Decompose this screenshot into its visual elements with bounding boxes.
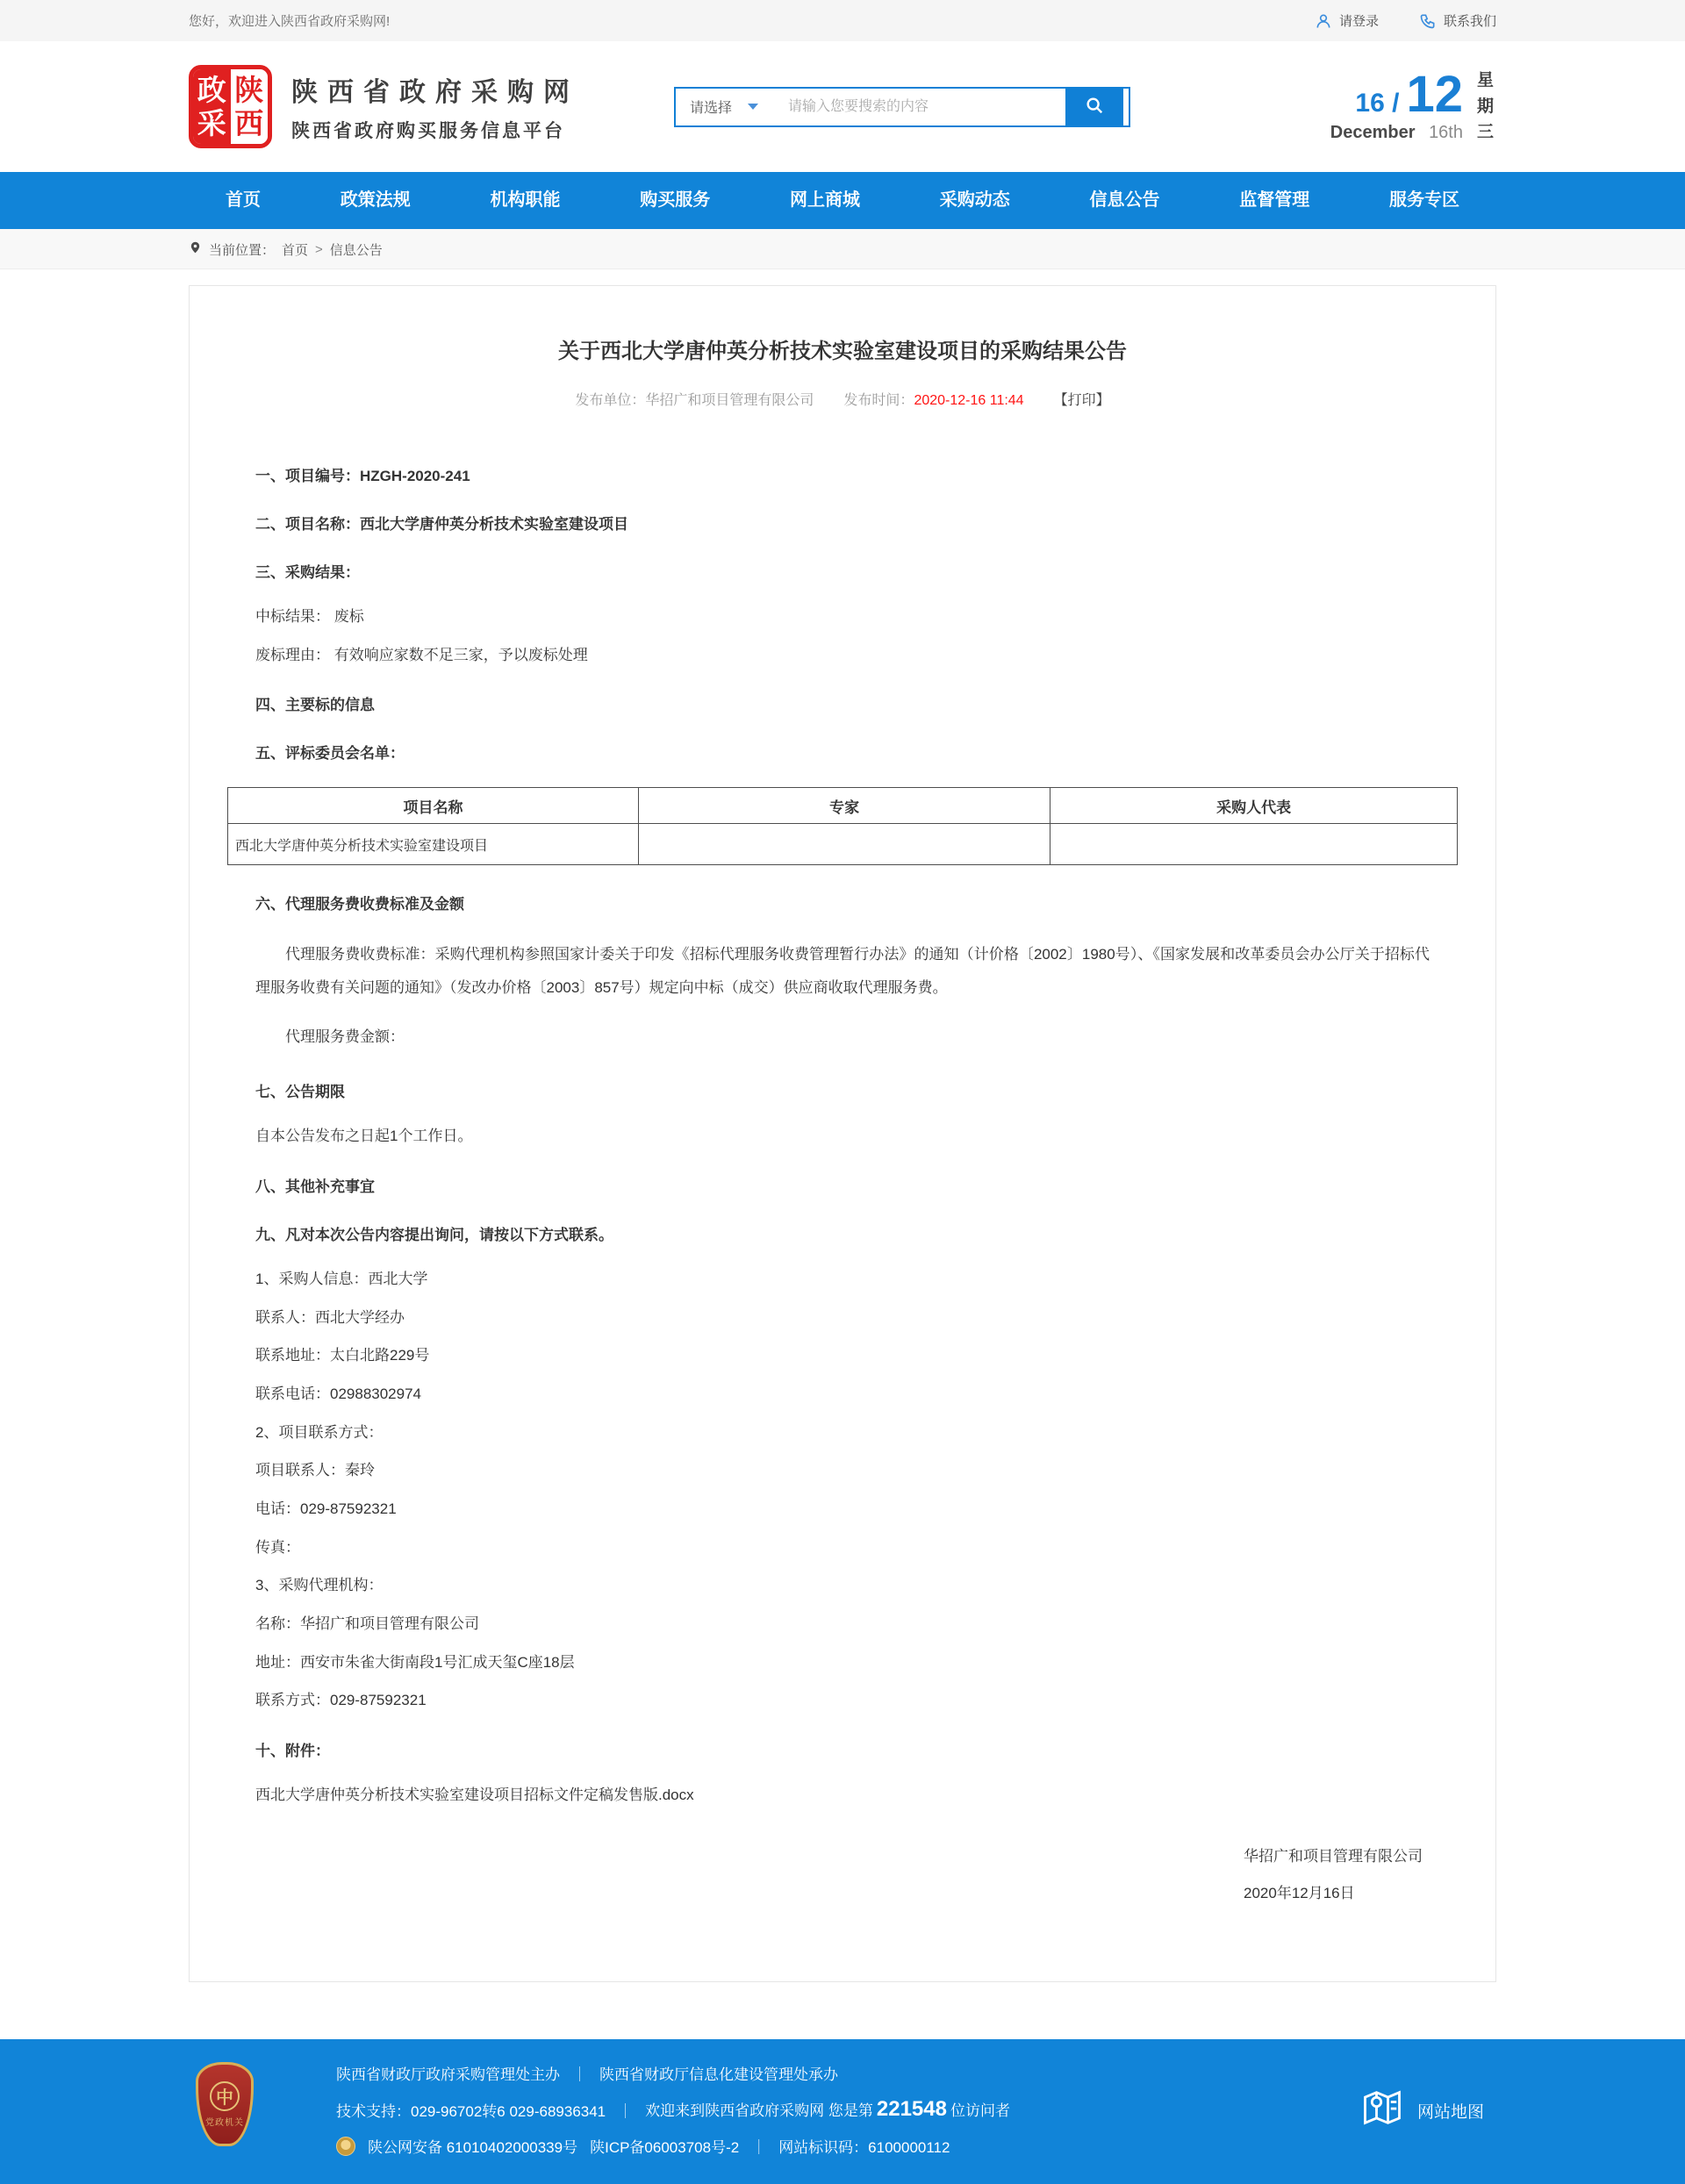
- table-header-row: [228, 788, 1458, 824]
- footer-security-record[interactable]: 陕公网安备 61010402000339号: [368, 2139, 578, 2157]
- article-meta: [255, 389, 1430, 409]
- chevron-down-icon: [748, 104, 758, 110]
- site-title: 陕西省政府采购网: [291, 78, 579, 107]
- publish-time-value: 2020-12-16 11:44: [914, 393, 1024, 408]
- site-footer: [0, 2039, 1685, 2184]
- footer-separator: ｜: [618, 2102, 634, 2120]
- body-line-agency-address: 地址：西安市朱雀大街南段1号汇成天玺C座18层: [255, 1653, 575, 1671]
- body-line-period: 自本公告发布之日起1个工作日。: [255, 1128, 473, 1145]
- search-select-label: 请选择: [690, 101, 733, 116]
- badge-emblem: 中: [210, 2081, 240, 2111]
- footer-separator: ｜: [751, 2139, 767, 2157]
- nav-item-policies[interactable]: 政策法规: [340, 190, 411, 210]
- search-button[interactable]: [1065, 89, 1123, 125]
- breadcrumb: [0, 229, 1685, 269]
- user-icon: [1315, 12, 1332, 30]
- welcome-text: 您好，欢迎进入陕西省政府采购网!: [189, 14, 391, 29]
- cell-project-name: 西北大学唐仲英分析技术实验室建设项目: [228, 824, 639, 865]
- footer-visitor-text: 欢迎来到陕西省政府采购网 您是第 221548 位访问者: [645, 2097, 1010, 2122]
- nav-item-purchase-services[interactable]: 购买服务: [640, 190, 711, 210]
- date-weekday: 星期三: [1477, 71, 1495, 142]
- main-content: [0, 285, 1685, 1982]
- publish-time-label: 发布时间：: [843, 393, 914, 408]
- body-line-project-contact-person: 项目联系人：秦玲: [255, 1462, 375, 1479]
- section-heading-result: 三、采购结果：: [255, 564, 360, 581]
- breadcrumb-separator: >: [315, 241, 323, 257]
- government-badge-icon: [196, 2062, 254, 2146]
- print-button[interactable]: 【打印】: [1053, 393, 1110, 408]
- nav-item-functions[interactable]: 机构职能: [490, 190, 561, 210]
- cell-purchaser-rep: [1050, 824, 1458, 865]
- location-pin-icon: [189, 240, 202, 259]
- date-month-name: December: [1330, 122, 1416, 142]
- login-label: 请登录: [1338, 14, 1379, 29]
- nav-item-announcements[interactable]: 信息公告: [1089, 190, 1160, 210]
- breadcrumb-home[interactable]: 首页: [282, 242, 309, 258]
- col-purchaser-rep: 采购人代表: [1050, 788, 1458, 824]
- body-line-project-contact: 2、项目联系方式：: [255, 1423, 384, 1441]
- body-line-agency-contact: 联系方式：029-87592321: [255, 1692, 427, 1709]
- attachment-link[interactable]: 西北大学唐仲英分析技术实验室建设项目招标文件定稿发售版.docx: [255, 1786, 694, 1803]
- contact-label: 联系我们: [1443, 14, 1496, 29]
- publisher-label: 发布单位：: [575, 393, 646, 408]
- phone-icon: [1419, 12, 1437, 30]
- section-heading-contact: 九、凡对本次公告内容提出询问，请按以下方式联系。: [255, 1227, 613, 1244]
- col-project-name: 项目名称: [228, 788, 639, 824]
- footer-icp-record[interactable]: 陕ICP备06003708号-2: [590, 2139, 740, 2157]
- footer-tech-support: 技术支持：029-96702转6 029-68936341: [336, 2102, 606, 2120]
- seal-char: 采: [197, 106, 226, 140]
- nav-item-online-mall[interactable]: 网上商城: [790, 190, 860, 210]
- nav-item-service-zone[interactable]: 服务专区: [1389, 190, 1459, 210]
- search-category-select[interactable]: [676, 89, 783, 125]
- body-line-fax: 传真：: [255, 1538, 300, 1556]
- login-link[interactable]: [1315, 11, 1379, 30]
- seal-char: 陕: [234, 73, 264, 106]
- site-header: [0, 41, 1685, 172]
- main-nav: [0, 172, 1685, 229]
- date-widget: [1330, 68, 1496, 145]
- section-heading-project-number: 一、项目编号：HZGH-2020-241: [255, 468, 470, 484]
- section-heading-project-name: 二、项目名称：西北大学唐仲英分析技术实验室建设项目: [255, 516, 628, 533]
- logo-seal-icon: [189, 65, 272, 148]
- body-line-award-result: 中标结果： 废标: [255, 608, 364, 625]
- article-body: [235, 463, 1430, 1920]
- article-card: [189, 285, 1496, 1982]
- breadcrumb-label: 当前位置：: [209, 242, 276, 258]
- section-heading-supplementary: 八、其他补充事宜: [255, 1178, 375, 1196]
- sitemap-label: 网站地图: [1416, 2102, 1484, 2122]
- section-heading-subject-info: 四、主要标的信息: [255, 697, 375, 714]
- footer-info: [336, 2062, 1010, 2170]
- visitor-count: 221548: [876, 2097, 947, 2122]
- body-line-contact-phone: 联系电话：02988302974: [255, 1386, 422, 1403]
- body-line-fee-amount: 代理服务费金额：: [285, 1028, 405, 1046]
- date-ordinal: 16th: [1429, 122, 1463, 142]
- breadcrumb-current[interactable]: 信息公告: [329, 242, 383, 258]
- page-title: 关于西北大学唐仲英分析技术实验室建设项目的采购结果公告: [558, 340, 1127, 363]
- seal-char: 政: [197, 73, 226, 106]
- section-heading-attachment: 十、附件：: [255, 1742, 330, 1759]
- footer-site-code: 网站标识码：6100000112: [778, 2139, 950, 2157]
- footer-organizer: 陕西省财政厅信息化建设管理处承办: [599, 2066, 838, 2084]
- date-day: 16 /: [1355, 89, 1400, 118]
- site-subtitle: 陕西省政府购买服务信息平台: [291, 121, 565, 141]
- section-heading-committee: 五、评标委员会名单：: [255, 745, 405, 763]
- contact-link[interactable]: [1419, 11, 1496, 30]
- body-line-fee-standard: 代理服务费收费标准：采购代理机构参照国家计委关于印发《招标代理服务收费管理暂行办法》的通知（计价格〔2002〕1980号）、《国家发展和改革委员会办公厅关于招标代理服务收费有关问题的通知》（发改办价格〔2003〕857号）规定向中标（成交）供应商收取代理服务费。: [255, 946, 1430, 996]
- site-logo[interactable]: [189, 65, 579, 148]
- search-bar: [674, 87, 1130, 127]
- body-line-contact-person: 联系人：西北大学经办: [255, 1308, 405, 1326]
- nav-item-home[interactable]: 首页: [226, 190, 261, 210]
- date-month-number: 12: [1406, 66, 1463, 124]
- nav-item-supervision[interactable]: 监督管理: [1239, 190, 1310, 210]
- body-line-contact-address: 联系地址：太白北路229号: [255, 1347, 430, 1364]
- map-icon: [1359, 2085, 1405, 2136]
- search-input[interactable]: [783, 89, 1065, 125]
- body-line-purchaser-info: 1、采购人信息：西北大学: [255, 1271, 428, 1288]
- publisher-value: 华招广和项目管理有限公司: [645, 393, 814, 408]
- body-line-project-phone: 电话：029-87592321: [255, 1500, 397, 1517]
- sitemap-link[interactable]: [1359, 2085, 1484, 2136]
- cell-experts: [638, 824, 1050, 865]
- section-heading-announcement-period: 七、公告期限: [255, 1084, 345, 1101]
- body-line-abort-reason: 废标理由： 有效响应家数不足三家，予以废标处理: [255, 646, 588, 663]
- topbar: [0, 0, 1685, 41]
- body-line-agency-name: 名称：华招广和项目管理有限公司: [255, 1615, 479, 1632]
- seal-char: 西: [234, 106, 264, 140]
- col-experts: 专家: [638, 788, 1050, 824]
- signature-date: 2020年12月16日: [1244, 1885, 1355, 1902]
- footer-separator: ｜: [572, 2066, 587, 2084]
- search-icon: [1085, 96, 1104, 118]
- footer-host: 陕西省财政厅政府采购管理处主办: [336, 2066, 560, 2084]
- badge-text: 党政机关: [205, 2117, 244, 2128]
- police-badge-icon: [336, 2137, 355, 2156]
- nav-item-procurement-news[interactable]: 采购动态: [939, 190, 1010, 210]
- section-heading-agency-fee: 六、代理服务费收费标准及金额: [255, 896, 464, 913]
- body-line-agency: 3、采购代理机构：: [255, 1577, 384, 1594]
- committee-table: [227, 787, 1458, 865]
- signature-company: 华招广和项目管理有限公司: [1244, 1848, 1423, 1865]
- signature-block: [255, 1846, 1430, 1920]
- table-row: [228, 824, 1458, 865]
